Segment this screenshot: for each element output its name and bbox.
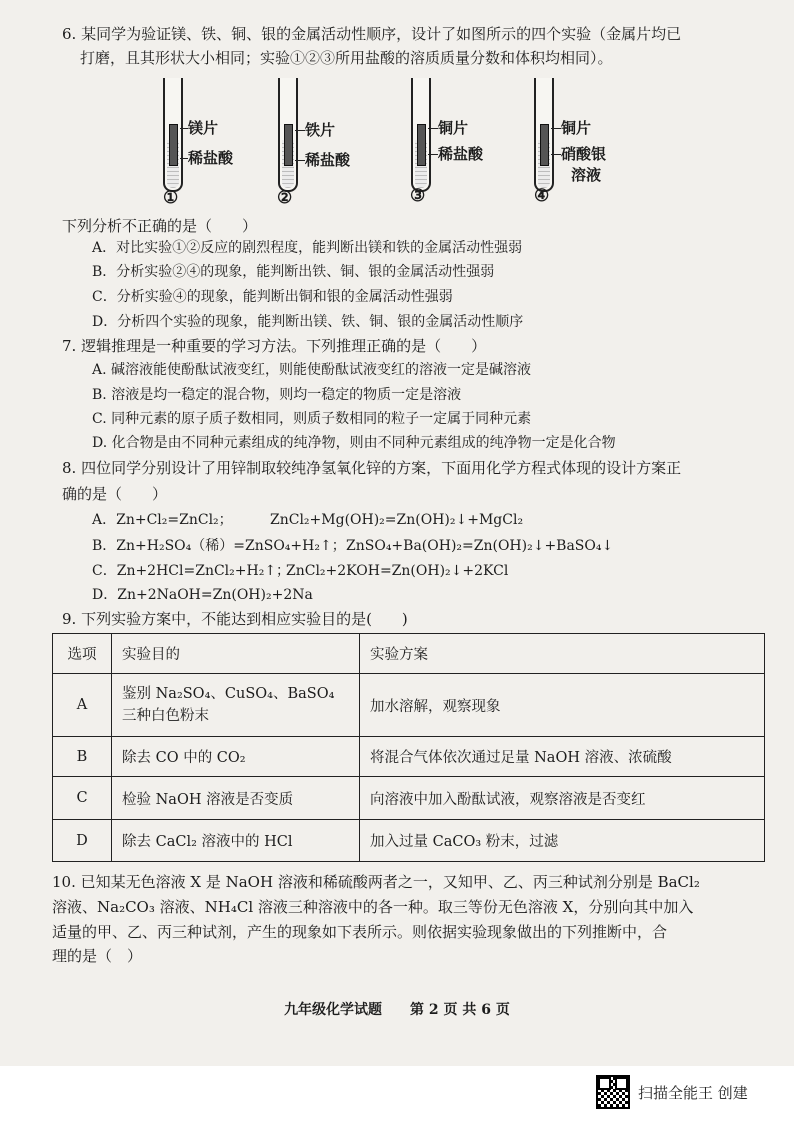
q8-option-b-eq2: ZnSO₄+Ba(OH)₂=Zn(OH)₂↓+BaSO₄↓ xyxy=(346,538,614,554)
q6-option-c: C．分析实验④的现象，能判断出铜和银的金属活动性强弱 xyxy=(92,289,453,305)
q9-stem: 9. 下列实验方案中，不能达到相应实验目的是( ) xyxy=(62,610,408,628)
q6-option-a: A．对比实验①②反应的剧烈程度，能判断出镁和铁的金属活动性强弱 xyxy=(92,240,523,256)
q8-option-a-eq2: ZnCl₂+Mg(OH)₂=Zn(OH)₂↓+MgCl₂ xyxy=(270,512,524,528)
header-option: 选项 xyxy=(53,634,112,674)
row-c-option: C xyxy=(53,777,112,820)
row-a-option: A xyxy=(53,674,112,737)
tube4-number: ④ xyxy=(534,186,550,206)
q8-text-line1: 8. 四位同学分别设计了用锌制取较纯净氢氧化锌的方案，下面用化学方程式体现的设计方案正 xyxy=(62,459,682,477)
q6-text-line2: 打磨，且其形状大小相同；实验①②③所用盐酸的溶质质量分数和体积均相同）。 xyxy=(80,49,613,67)
q8-option-c-eq1: C．Zn+2HCl=ZnCl₂+H₂↑； xyxy=(92,563,291,579)
header-plan: 实验方案 xyxy=(360,634,765,674)
table-header-row xyxy=(53,634,765,674)
q10-text-line4: 理的是（ ） xyxy=(52,947,143,965)
row-d-purpose: 除去 CaCl₂ 溶液中的 HCl xyxy=(112,820,360,862)
tube1-number: ① xyxy=(163,188,179,208)
q10-text-line1: 10. 已知某无色溶液 X 是 NaOH 溶液和稀硫酸两者之一，又知甲、乙、丙三种试剂分别是 BaCl₂ xyxy=(52,873,700,891)
row-d-option: D xyxy=(53,820,112,862)
row-d-plan: 加入过量 CaCO₃ 粉末，过滤 xyxy=(360,820,765,862)
row-b-purpose: 除去 CO 中的 CO₂ xyxy=(112,737,360,777)
page-footer: 九年级化学试题 第 2 页 共 6 页 xyxy=(284,1002,510,1018)
q8-option-c-eq2: ZnCl₂+2KOH=Zn(OH)₂↓+2KCl xyxy=(286,563,509,579)
q7-stem: 7. 逻辑推理是一种重要的学习方法。下列推理正确的是（ ） xyxy=(62,337,487,355)
test-tube-4 xyxy=(534,78,554,192)
q6-option-d: D．分析四个实验的现象，能判断出镁、铁、铜、银的金属活动性顺序 xyxy=(92,314,524,330)
tube2-metal-label: 铁片 xyxy=(305,121,336,139)
q6-option-b: B．分析实验②④的现象，能判断出铁、铜、银的金属活动性强弱 xyxy=(92,264,495,280)
row-a-purpose: 鉴别 Na₂SO₄、CuSO₄、BaSO₄ 三种白色粉末 xyxy=(112,674,360,737)
tube4-metal-label: 铜片 xyxy=(561,119,592,137)
table-row xyxy=(53,820,765,862)
test-tube-1 xyxy=(163,78,183,192)
row-c-purpose: 检验 NaOH 溶液是否变质 xyxy=(112,777,360,820)
q7-option-b: B. 溶液是均一稳定的混合物，则均一稳定的物质一定是溶液 xyxy=(92,387,462,403)
q6-stem: 下列分析不正确的是（ ） xyxy=(62,217,258,235)
row-b-plan: 将混合气体依次通过足量 NaOH 溶液、浓硫酸 xyxy=(360,737,765,777)
scanner-watermark xyxy=(596,1074,748,1110)
q8-option-d-eq1: D．Zn+2NaOH=Zn(OH)₂+2Na xyxy=(92,587,313,603)
test-tube-2 xyxy=(278,78,298,192)
q6-text-line1: 6. 某同学为验证镁、铁、铜、银的金属活动性顺序，设计了如图所示的四个实验（金属片均已 xyxy=(62,25,682,43)
q8-option-a-eq1: A．Zn+Cl₂=ZnCl₂； xyxy=(92,512,233,528)
q10-text-line3: 适量的甲、乙、丙三种试剂，产生的现象如下表所示。则依据实验现象做出的下列推断中，合 xyxy=(52,923,668,941)
scanner-brand-text: 扫描全能王 创建 xyxy=(638,1083,748,1102)
tube1-metal-label: 镁片 xyxy=(188,119,219,137)
table-row xyxy=(53,777,765,820)
q7-option-c: C. 同种元素的原子质子数相同，则质子数相同的粒子一定属于同种元素 xyxy=(92,411,532,427)
tube2-solution-label: 稀盐酸 xyxy=(305,151,351,169)
test-tube-3 xyxy=(411,78,431,192)
tube3-metal-label: 铜片 xyxy=(438,119,469,137)
q9-table xyxy=(52,633,765,862)
row-b-option: B xyxy=(53,737,112,777)
row-c-plan: 向溶液中加入酚酞试液，观察溶液是否变红 xyxy=(360,777,765,820)
q7-option-d: D. 化合物是由不同种元素组成的纯净物，则由不同种元素组成的纯净物一定是化合物 xyxy=(92,435,616,451)
tube1-solution-label: 稀盐酸 xyxy=(188,149,234,167)
row-a-plan: 加水溶解，观察现象 xyxy=(360,674,765,737)
table-row xyxy=(53,674,765,737)
q10-text-line2: 溶液、Na₂CO₃ 溶液、NH₄Cl 溶液三种溶液中的各一种。取三等份无色溶液 X，分别向其中加入 xyxy=(52,898,694,916)
tube3-number: ③ xyxy=(410,186,426,206)
q7-option-a: A. 碱溶液能使酚酞试液变红，则能使酚酞试液变红的溶液一定是碱溶液 xyxy=(92,362,532,378)
header-purpose: 实验目的 xyxy=(112,634,360,674)
q8-text-line2: 确的是（ ） xyxy=(62,485,168,503)
tube4-solution-label-2: 溶液 xyxy=(571,166,602,184)
table-row xyxy=(53,737,765,777)
tube3-solution-label: 稀盐酸 xyxy=(438,145,484,163)
q8-option-b-eq1: B．Zn+H₂SO₄（稀）=ZnSO₄+H₂↑； xyxy=(92,538,346,554)
qr-code-icon xyxy=(596,1075,630,1109)
tube4-solution-label: 硝酸银 xyxy=(561,145,607,163)
tube2-number: ② xyxy=(277,188,293,208)
